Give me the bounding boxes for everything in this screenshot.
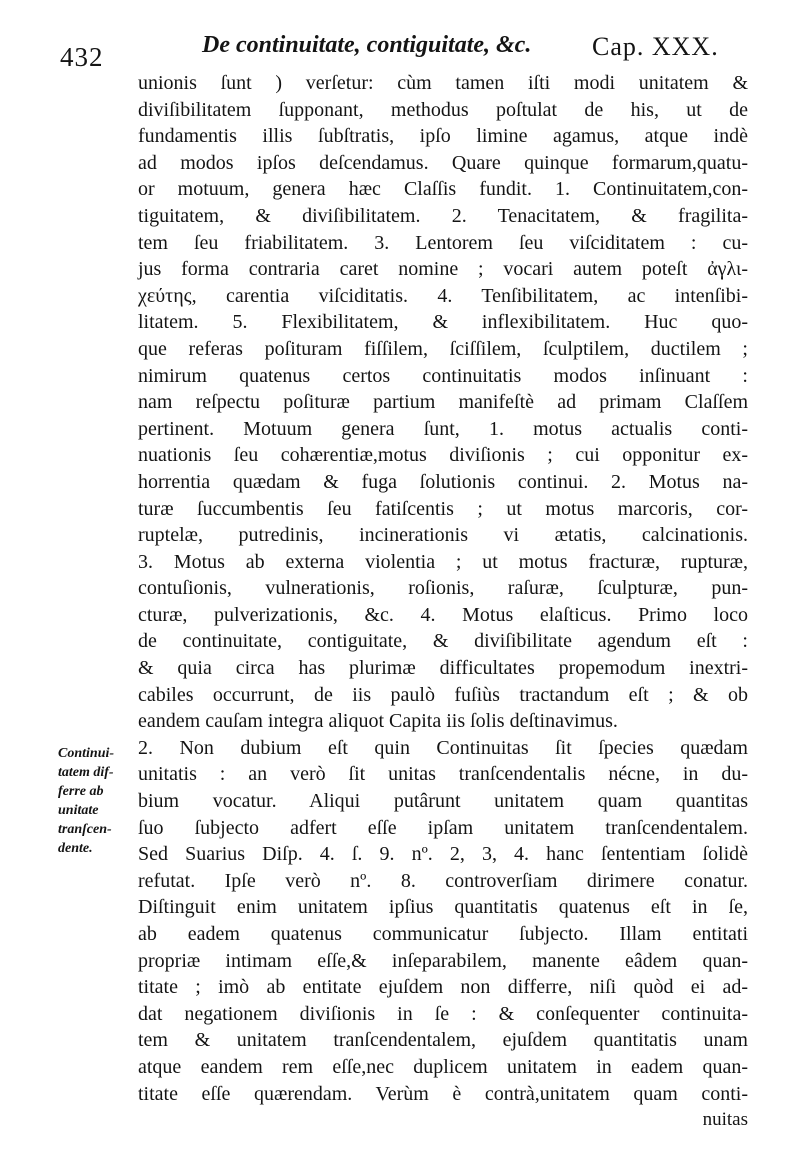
margin-note-line: ferre ab xyxy=(58,784,104,799)
margin-note-line: unitate xyxy=(58,803,99,818)
text-line: tem & unitatem tranſcendentalem, ejuſdem quantitatis unam xyxy=(138,1029,748,1052)
chapter-label: Cap. XXX. xyxy=(592,32,719,61)
text-line: 2. Non dubium eſt quin Continuitas ſit ſpecies quædam xyxy=(138,736,748,759)
margin-note xyxy=(58,744,138,858)
text-line: χεύτης, carentia viſciditatis. 4. Tenſibilitatem, ac intenſibi- xyxy=(138,284,748,307)
text-line: unionis ſunt ) verſetur: cùm tamen iſti modi unitatem & xyxy=(138,72,748,94)
text-line: nimirum quatenus certos continuitatis modos inſinuant : xyxy=(138,364,748,387)
catchword: nuitas xyxy=(702,1109,748,1131)
text-line: diviſibilitatem ſupponant, methodus poſtulat de his, ut de xyxy=(138,98,748,121)
page-header xyxy=(60,30,720,70)
text-line: ad modos ipſos deſcendamus. Quare quinque formarum,quatu- xyxy=(138,151,748,174)
margin-note-line: tatem dif- xyxy=(58,765,114,780)
text-line: que referas poſituram fiſſilem, ſciſſilem, ſculptilem, ductilem ; xyxy=(138,337,748,360)
running-title: De continuitate, contiguitate, &c. xyxy=(202,32,532,58)
text-line: tem ſeu friabilitatem. 3. Lentorem ſeu viſciditatem : cu- xyxy=(138,231,748,254)
text-line: litatem. 5. Flexibilitatem, & inflexibilitatem. Huc quo- xyxy=(138,311,748,334)
text-line: eandem cauſam integra aliquot Capita iis ſolis deſtinavimus. xyxy=(138,710,618,733)
text-line: Diſtinguit enim unitatem ipſius quantitatis quatenus eſt in ſe, xyxy=(138,896,748,919)
text-line: 3. Motus ab externa violentia ; ut motus fracturæ, rupturæ, xyxy=(138,550,748,573)
page-number: 432 xyxy=(60,42,104,72)
text-line: unitatis : an verò ſit unitas tranſcendentalis nécne, in du- xyxy=(138,763,748,786)
text-line: Sed Suarius Diſp. 4. ſ. 9. nº. 2, 3, 4. hanc ſententiam ſolidè xyxy=(138,843,748,866)
text-line: jus forma contraria caret nomine ; vocari autem poteſt ἀγλι- xyxy=(138,258,748,281)
text-line: cturæ, pulverizationis, &c. 4. Motus elaſticus. Primo loco xyxy=(138,603,748,626)
margin-note-line: Continui- xyxy=(58,746,115,761)
text-line: titate ; imò ab entitate ejuſdem non differre, niſi quòd ei ad- xyxy=(138,976,748,999)
text-line: fundamentis illis ſubſtratis, ipſo limine agamus, atque indè xyxy=(138,125,748,148)
margin-note-line: dente. xyxy=(58,841,93,856)
text-line: bium vocatur. Aliqui putârunt unitatem quam quantitas xyxy=(138,790,748,813)
text-line: dat negationem diviſionis in ſe : & conſequenter continuita- xyxy=(138,1002,748,1025)
text-line: refutat. Ipſe verò nº. 8. controverſiam dirimere conatur. xyxy=(138,869,748,892)
text-line: ruptelæ, putredinis, incinerationis vi ætatis, calcinationis. xyxy=(138,524,748,547)
text-line: de continuitate, contiguitate, & diviſibilitate agendum eſt : xyxy=(138,630,748,653)
text-line: ſuo ſubjecto adfert eſſe ipſam unitatem tranſcendentalem. xyxy=(138,816,748,839)
text-line: tiguitatem, & diviſibilitatem. 2. Tenacitatem, & fragilita- xyxy=(138,204,748,227)
text-line: propriæ intimam eſſe,& inſeparabilem, manente eâdem quan- xyxy=(138,949,748,972)
body-text xyxy=(138,70,748,1134)
text-line: & quia circa has plurimæ difficultates propemodum inextri- xyxy=(138,657,748,680)
text-line: atque eandem rem eſſe,nec duplicem unitatem in eadem quan- xyxy=(138,1055,748,1078)
text-line: horrentia quædam & fuga ſolutionis continui. 2. Motus na- xyxy=(138,470,748,493)
text-line: titate eſſe quærendam. Verùm è contrà,unitatem quam conti- xyxy=(138,1082,748,1105)
text-line: turæ ſuccumbentis ſeu fatiſcentis ; ut motus marcoris, cor- xyxy=(138,497,748,520)
text-line: nuationis ſeu cohærentiæ,motus diviſionis ; cui opponitur ex- xyxy=(138,444,748,467)
text-line: nam reſpectu poſituræ partium manifeſtè ad primam Claſſem xyxy=(138,391,748,414)
text-line: contuſionis, vulnerationis, roſionis, raſuræ, ſculpturæ, pun- xyxy=(138,577,748,600)
text-line: cabiles occurrunt, de iis paulò fuſiùs tractandum eſt ; & ob xyxy=(138,683,748,706)
text-line: or motuum, genera hæc Claſſis fundit. 1. Continuitatem,con- xyxy=(138,178,748,201)
margin-note-line: tranſcen- xyxy=(58,822,112,837)
text-line: pertinent. Motuum genera ſunt, 1. motus actualis conti- xyxy=(138,417,748,440)
text-line: ab eadem quatenus communicatur ſubjecto. Illam entitati xyxy=(138,923,748,945)
